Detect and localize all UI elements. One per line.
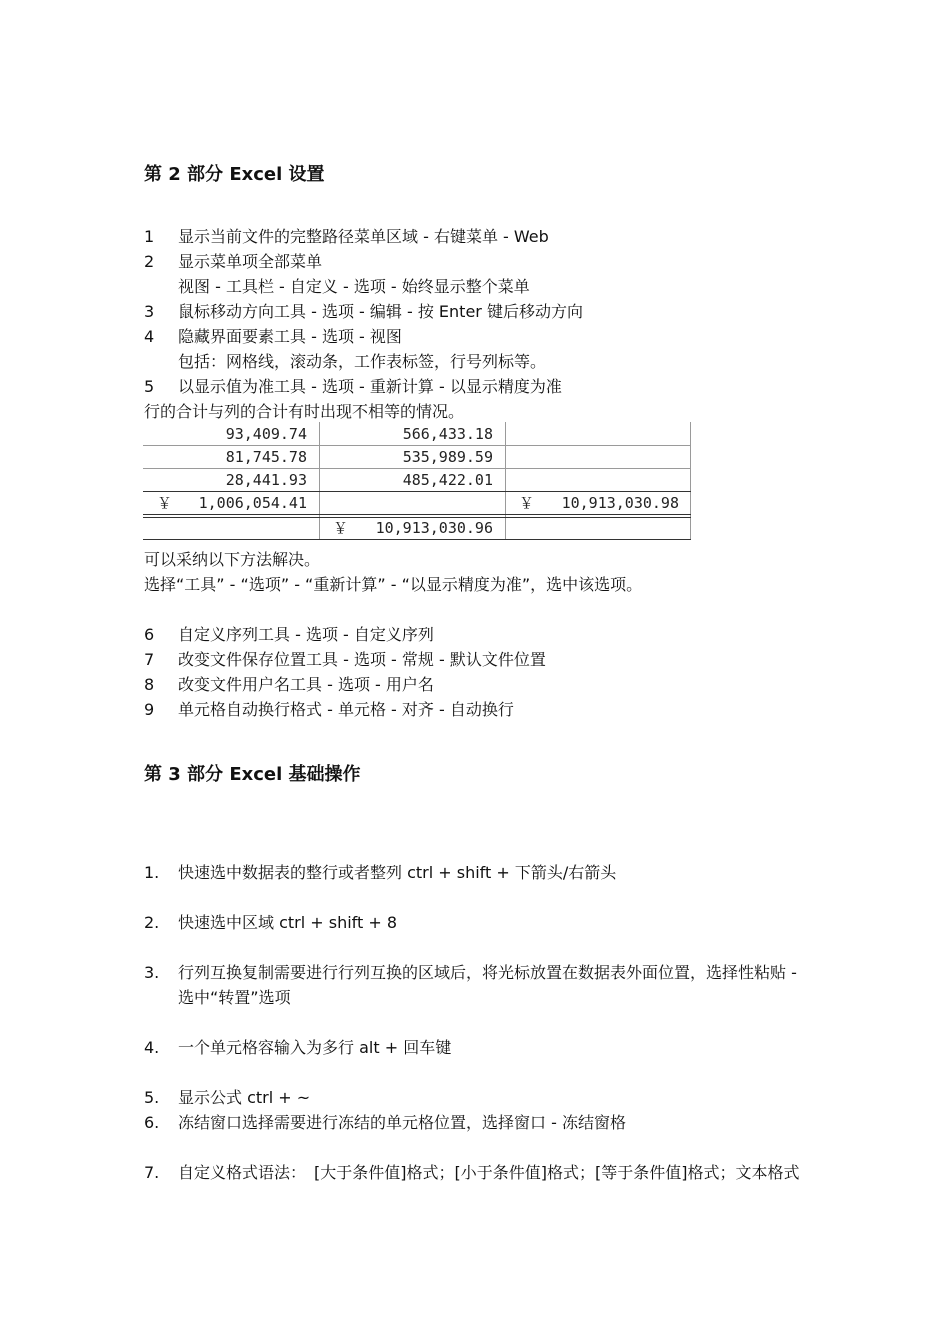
note-text: 选择“工具” - “选项” - “重新计算” - “以显示精度为准”，选中该选项。 (144, 575, 643, 594)
list-item-number: 4 (144, 327, 155, 346)
list-item-text: 自定义格式语法： [大于条件值]格式；[小于条件值]格式；[等于条件值]格式；文本格式 (178, 1163, 800, 1182)
list-item-text: 显示公式 ctrl + ~ (178, 1088, 311, 1107)
list-item-text: 包括：网格线，滚动条，工作表标签，行号列标等。 (178, 352, 547, 371)
grid-line (143, 514, 691, 515)
list-item-number: 1. (144, 863, 160, 882)
table-cell (505, 423, 691, 446)
list-item-text: 一个单元格容输入为多行 alt + 回车键 (178, 1038, 452, 1057)
list-item-text: 自定义序列工具 - 选项 - 自定义序列 (178, 625, 434, 644)
currency-symbol: ￥ (157, 494, 173, 512)
list-item-number: 3 (144, 302, 155, 321)
note-text: 可以采纳以下方法解决。 (144, 550, 321, 569)
list-item-text: 快速选中区域 ctrl + shift + 8 (178, 913, 398, 932)
list-item-number: 6 (144, 625, 155, 644)
list-item-text: 显示当前文件的完整路径菜单区域 - 右键菜单 - Web (178, 227, 549, 246)
cell-value: 10,913,030.98 (561, 494, 679, 512)
list-item-number: 9 (144, 700, 155, 719)
list-item-number: 2 (144, 252, 155, 271)
table-cell: 81,745.78 (225, 448, 307, 466)
table-cell (319, 517, 505, 540)
currency-symbol: ￥ (333, 519, 349, 537)
list-item-text: 视图 - 工具栏 - 自定义 - 选项 - 始终显示整个菜单 (178, 277, 530, 296)
section-heading-part3: 第 3 部分 Excel 基础操作 (144, 764, 361, 785)
table-cell (505, 469, 691, 492)
list-item-text: 改变文件用户名工具 - 选项 - 用户名 (178, 675, 434, 694)
list-item-text: 显示菜单项全部菜单 (178, 252, 323, 271)
table-cell: 485,422.01 (402, 471, 493, 489)
table-cell: 566,433.18 (402, 425, 493, 443)
table-row (143, 423, 691, 446)
list-item-text: 鼠标移动方向工具 - 选项 - 编辑 - 按 Enter 键后移动方向 (178, 302, 583, 321)
list-item-number: 7 (144, 650, 155, 669)
list-item-number: 5 (144, 377, 155, 396)
list-item-text: 改变文件保存位置工具 - 选项 - 常规 - 默认文件位置 (178, 650, 546, 669)
cell-value: 1,006,054.41 (198, 494, 307, 512)
list-item-text: 隐藏界面要素工具 - 选项 - 视图 (178, 327, 402, 346)
list-item-text: 快速选中数据表的整行或者整列 ctrl + shift + 下箭头/右箭头 (178, 863, 617, 882)
table-cell (143, 492, 319, 515)
list-item-number: 6. (144, 1113, 160, 1132)
table-row (143, 469, 691, 492)
list-item-number: 5. (144, 1088, 160, 1107)
table-row (143, 446, 691, 469)
list-item-text: 冻结窗口选择需要进行冻结的单元格位置，选择窗口 - 冻结窗格 (178, 1113, 626, 1132)
currency-symbol: ￥ (519, 494, 535, 512)
table-total-row (143, 492, 691, 515)
list-item-number: 1 (144, 227, 155, 246)
section-heading-part2: 第 2 部分 Excel 设置 (144, 164, 325, 185)
table-cell (505, 492, 691, 515)
table-cell: 28,441.93 (225, 471, 307, 489)
cell-value: 10,913,030.96 (375, 519, 493, 537)
table-cell: 535,989.59 (402, 448, 493, 466)
list-item-number: 7. (144, 1163, 160, 1182)
list-item-number: 2. (144, 913, 160, 932)
note-text: 行的合计与列的合计有时出现不相等的情况。 (144, 402, 465, 421)
list-item-text: 行列互换复制需要进行行列互换的区域后，将光标放置在数据表外面位置，选择性粘贴 - 选中“转置”选项 (178, 963, 797, 1007)
list-item-number: 4. (144, 1038, 160, 1057)
list-item-text: 以显示值为准工具 - 选项 - 重新计算 - 以显示精度为准 (178, 377, 562, 396)
list-item-number: 3. (144, 963, 160, 982)
grid-line (143, 539, 691, 540)
list-item-text: 单元格自动换行格式 - 单元格 - 对齐 - 自动换行 (178, 700, 514, 719)
spreadsheet-snippet (143, 422, 691, 540)
list-item-number: 8 (144, 675, 155, 694)
table-cell (505, 446, 691, 469)
table-sum-row (143, 517, 691, 540)
table-cell: 93,409.74 (225, 425, 307, 443)
